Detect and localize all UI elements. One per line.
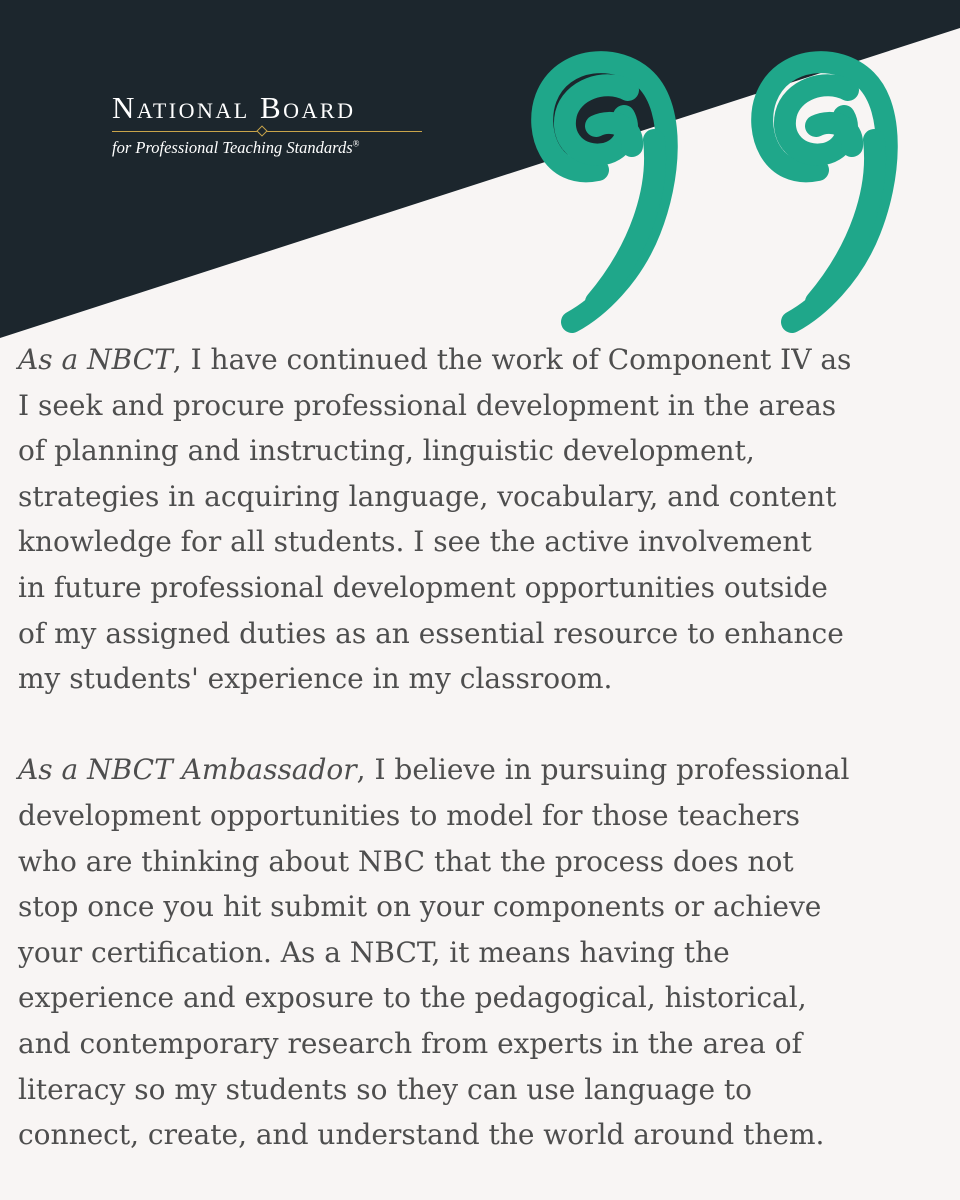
paragraph-text: , I have continued the work of Component IV as I seek and procure professional development in the areas of planning and instructing, linguistic development, strategies in acquiring language, vocabulary, and content knowledge for all students. I see the active involvement in future professional development opportunities outside of my assigned duties as an essential resource to enhance my students' experience in my classroom. (18, 343, 852, 696)
paragraph-text: , I believe in pursuing professional development opportunities to model for those teachers who are thinking about NBC that the process does not stop once you hit submit on your components or achieve your certification. As a NBCT, it means having the experience and exposure to the pedagogical, historical, and contemporary research from experts in the area of literacy so my students so they can use language to connect, create, and understand the world around them. (18, 753, 850, 1152)
paragraph-lead: As a NBCT Ambassador (18, 753, 357, 787)
paragraph-ambassador (18, 747, 948, 1157)
paragraph-lead: As a NBCT (18, 343, 173, 376)
paragraph-nbct (18, 337, 948, 702)
closing-double-quote-icon (500, 30, 950, 340)
logo-title: National Board (112, 90, 356, 125)
logo-subtitle: for Professional Teaching Standards® (112, 138, 360, 157)
testimonial-body (18, 337, 948, 1158)
national-board-logo (112, 92, 422, 158)
logo-divider (112, 126, 422, 136)
diamond-icon (256, 125, 267, 136)
registered-mark: ® (352, 138, 360, 149)
